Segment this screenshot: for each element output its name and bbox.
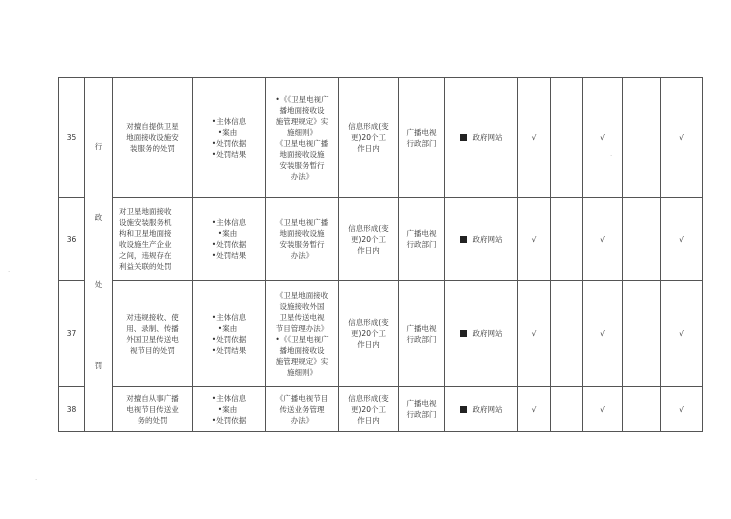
dept-line: 行政部门	[406, 410, 437, 419]
content-line: •案由	[217, 229, 238, 238]
item-line: 地面接收设施安	[126, 133, 179, 142]
content-line: •主体信息	[211, 393, 247, 403]
deadline-cell	[339, 281, 399, 387]
basis-line: •《《卫星电视广	[275, 334, 329, 344]
basis-line: 施管理规定》实	[275, 116, 329, 126]
table-row	[59, 78, 703, 198]
check-cell: √	[661, 198, 703, 281]
check-cell	[623, 78, 661, 198]
item-line: 对擅自从事广播	[126, 393, 179, 403]
dept-cell	[399, 281, 445, 387]
dept-cell	[399, 78, 445, 198]
deadline-cell	[339, 387, 399, 432]
basis-cell	[266, 198, 339, 281]
channel-label: 政府网站	[472, 329, 503, 338]
check-cell: √	[518, 281, 551, 387]
check-cell	[623, 281, 661, 387]
channel-label: 政府网站	[472, 133, 503, 142]
basis-line: 办法》	[290, 251, 314, 260]
check-cell: √	[661, 78, 703, 198]
item-line: 设施安装服务机	[119, 218, 172, 227]
deadline-line: 信息形成(变	[348, 318, 389, 327]
content-line: •主体信息	[211, 116, 247, 126]
deadline-line: 更)20个工	[351, 234, 386, 244]
item-line: 视节目的处罚	[130, 345, 175, 355]
basis-cell	[266, 78, 339, 198]
item-line: 对违规接收、使	[126, 312, 179, 322]
scan-speck: ·	[35, 476, 38, 484]
table-row	[59, 281, 703, 387]
check-cell	[551, 281, 583, 387]
deadline-line: 作日内	[357, 340, 380, 349]
item-cell	[113, 387, 193, 432]
content-cell	[193, 198, 266, 281]
check-cell: √	[661, 387, 703, 432]
basis-line: 播地面接收设	[279, 105, 325, 115]
basis-line: 传送业务管理	[279, 404, 325, 414]
basis-line: 安装服务暂行	[279, 240, 325, 249]
dept-line: 行政部门	[406, 138, 437, 148]
check-cell: √	[583, 198, 623, 281]
content-line: •处罚依据	[211, 415, 247, 425]
deadline-line: 信息形成(变	[348, 393, 389, 403]
deadline-line: 信息形成(变	[348, 122, 389, 131]
item-line: 构和卫星地面接	[119, 229, 172, 238]
dept-line: 广播电视	[406, 323, 437, 333]
item-line: 装服务的处罚	[130, 144, 175, 153]
basis-line: 施细则》	[287, 367, 317, 377]
row-number: 35	[59, 78, 85, 198]
dept-line: 广播电视	[406, 127, 437, 137]
check-cell	[623, 387, 661, 432]
deadline-line: 作日内	[357, 144, 380, 153]
item-cell	[113, 198, 193, 281]
row-number: 37	[59, 281, 85, 387]
content-line: •案由	[217, 404, 238, 414]
check-cell	[551, 387, 583, 432]
filled-square-icon	[460, 406, 467, 413]
check-cell: √	[583, 78, 623, 198]
deadline-line: 更)20个工	[351, 329, 386, 338]
basis-cell	[266, 387, 339, 432]
channel-cell	[445, 387, 518, 432]
content-line: •处罚结果	[211, 345, 247, 355]
basis-cell	[266, 281, 339, 387]
basis-line: 《广播电视节目	[275, 393, 329, 403]
check-cell: √	[518, 78, 551, 198]
content-line: •处罚依据	[211, 138, 247, 148]
content-cell	[193, 281, 266, 387]
content-line: •处罚依据	[211, 240, 247, 249]
dept-cell	[399, 198, 445, 281]
basis-line: 办法》	[290, 415, 314, 425]
basis-line: 卫星传送电视	[279, 312, 325, 322]
basis-line: 办法》	[290, 171, 314, 181]
disclosure-table	[58, 77, 703, 432]
item-line: 务的处罚	[137, 415, 168, 425]
deadline-line: 作日内	[357, 245, 380, 255]
item-line: 对擅自提供卫星	[126, 122, 179, 131]
content-cell	[193, 387, 266, 432]
item-cell	[113, 78, 193, 198]
item-line: 用、录制、传播	[126, 323, 179, 333]
check-cell: √	[661, 281, 703, 387]
scan-speck: ·	[8, 268, 11, 276]
basis-line: 施管理规定》实	[275, 356, 329, 366]
deadline-cell	[339, 78, 399, 198]
filled-square-icon	[460, 134, 467, 141]
table-row	[59, 198, 703, 281]
basis-line: 设施接收外国	[279, 301, 325, 311]
basis-line: 播地面接收设	[279, 345, 325, 355]
basis-line: 安装服务暂行	[279, 160, 325, 170]
category-char: 政	[94, 212, 103, 222]
dept-line: 广播电视	[406, 399, 437, 408]
dept-line: 行政部门	[406, 240, 437, 249]
deadline-cell	[339, 198, 399, 281]
basis-line: 施细则》	[287, 127, 317, 137]
channel-cell	[445, 198, 518, 281]
content-line: •案由	[217, 323, 238, 333]
dept-line: 行政部门	[406, 334, 437, 344]
filled-square-icon	[460, 236, 467, 243]
basis-line: 《卫星电视广播	[275, 138, 329, 148]
content-line: •主体信息	[211, 312, 247, 322]
basis-line: •《《卫星电视广	[275, 94, 329, 104]
channel-label: 政府网站	[472, 234, 503, 244]
check-cell: √	[518, 387, 551, 432]
dept-cell	[399, 387, 445, 432]
filled-square-icon	[460, 330, 467, 337]
basis-line: 《卫星地面接收	[275, 290, 329, 300]
table-row	[59, 387, 703, 432]
category-char: 罚	[94, 360, 103, 370]
check-cell: √	[583, 387, 623, 432]
content-line: •处罚依据	[211, 334, 247, 344]
content-line: •处罚结果	[211, 149, 247, 159]
channel-label: 政府网站	[472, 404, 503, 414]
item-cell	[113, 281, 193, 387]
item-line: 收设施生产企业	[119, 240, 172, 249]
dept-line: 广播电视	[406, 229, 437, 238]
category-cell	[85, 78, 113, 432]
category-char: 处	[94, 279, 103, 289]
item-line: 电视节目传送业	[126, 404, 179, 414]
deadline-line: 更)20个工	[351, 404, 386, 414]
check-cell: √	[518, 198, 551, 281]
basis-line: 地面接收设施	[279, 149, 325, 159]
item-line: 外国卫星传送电	[126, 334, 179, 344]
row-number: 36	[59, 198, 85, 281]
check-cell	[623, 198, 661, 281]
deadline-line: 信息形成(变	[348, 223, 389, 233]
channel-cell	[445, 78, 518, 198]
scan-speck: ·	[610, 152, 613, 160]
item-line: 之间，违规存在	[119, 251, 172, 260]
row-number: 38	[59, 387, 85, 432]
content-line: •主体信息	[211, 218, 247, 227]
basis-line: 《卫星电视广播	[275, 218, 329, 227]
check-cell	[551, 78, 583, 198]
check-cell	[551, 198, 583, 281]
content-line: •案由	[217, 127, 238, 137]
item-line: 对卫星地面接收	[119, 207, 172, 216]
content-line: •处罚结果	[211, 251, 247, 260]
item-line: 利益关联的处罚	[119, 262, 172, 271]
category-char: 行	[94, 141, 103, 151]
check-cell: √	[583, 281, 623, 387]
deadline-line: 更)20个工	[351, 133, 386, 142]
basis-line: 节目管理办法》	[275, 323, 329, 333]
content-cell	[193, 78, 266, 198]
channel-cell	[445, 281, 518, 387]
deadline-line: 作日内	[357, 415, 380, 425]
basis-line: 地面接收设施	[279, 229, 325, 238]
